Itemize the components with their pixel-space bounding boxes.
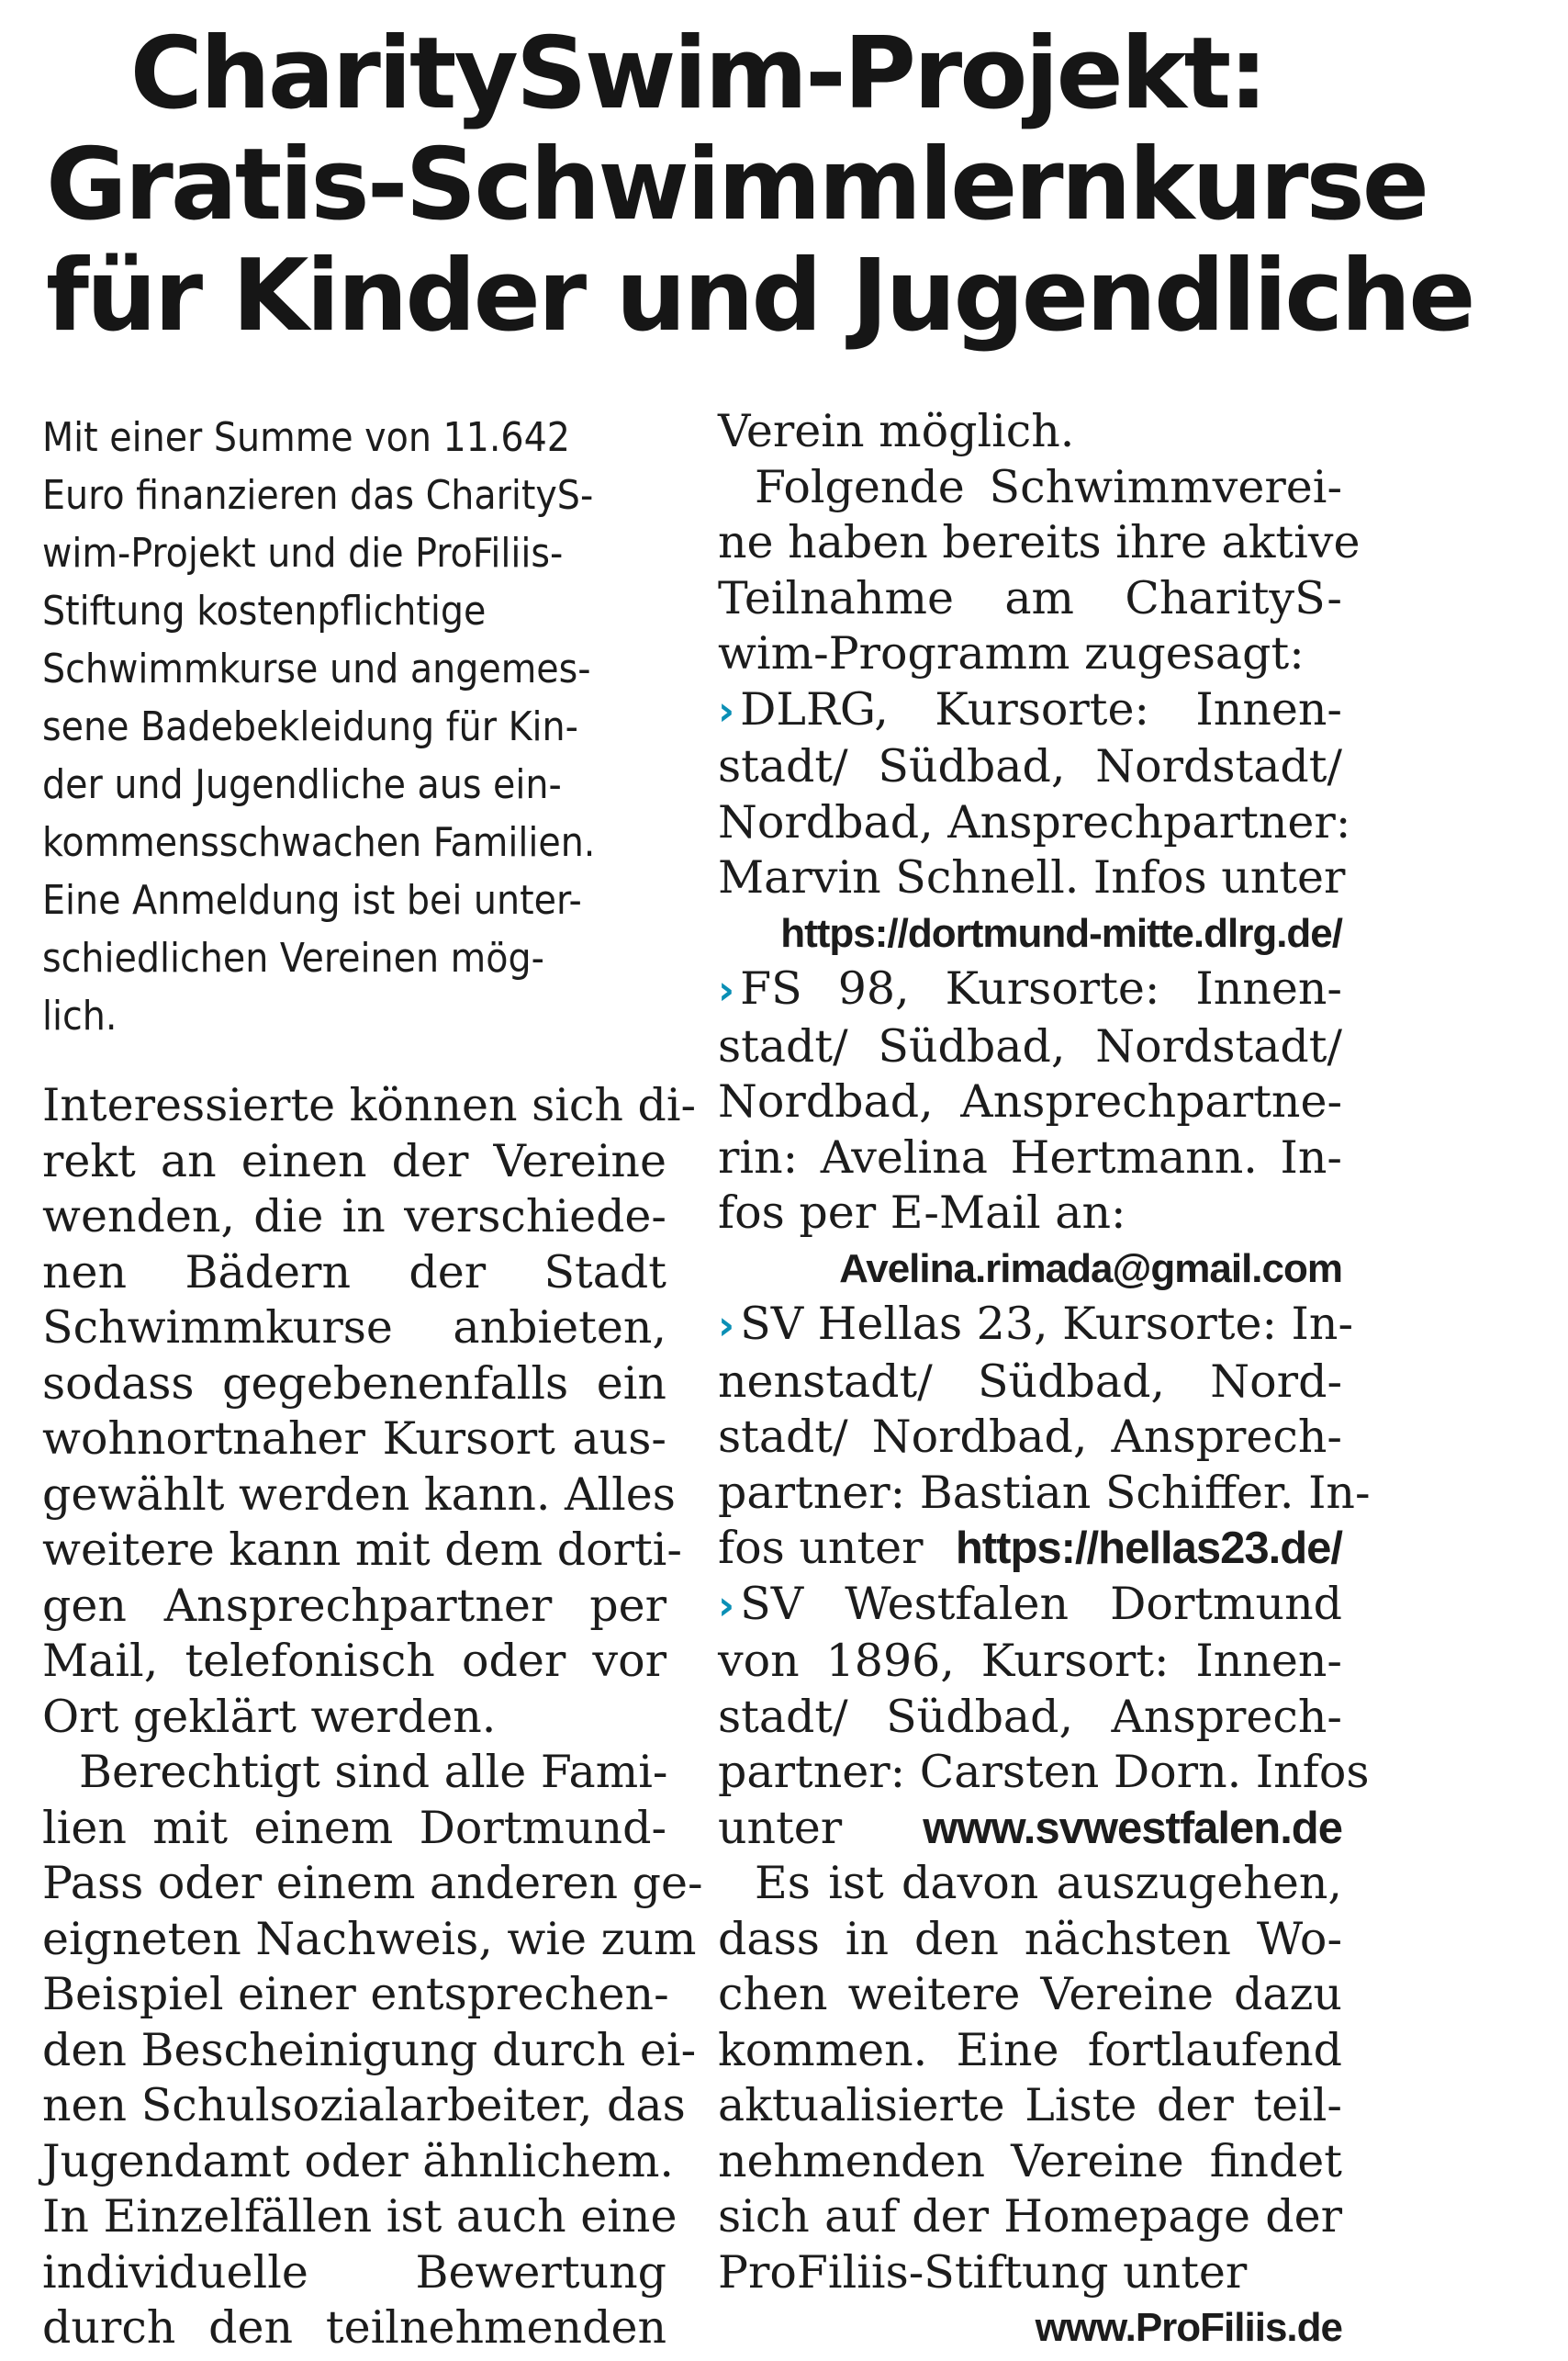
body-line: Beispiel einer entsprechen- <box>42 1968 669 2020</box>
club-text: SV Westfalen Dortmund <box>740 1577 1342 1630</box>
body-line <box>718 1521 1342 1577</box>
chevron-right-icon: › <box>718 1302 735 1349</box>
body-line: nehmenden Vereine findet <box>718 2134 1342 2187</box>
body-line: ProFiliis-Stiftung unter <box>718 2245 1248 2299</box>
club-email-link[interactable]: Avelina.rimada@gmail.com <box>839 1245 1342 1291</box>
body-line: Schwimmkurse anbieten, <box>42 1301 666 1354</box>
club-url-link[interactable]: https://hellas23.de/ <box>955 1523 1342 1573</box>
body-line: wenden, die in verschiede- <box>42 1190 666 1242</box>
body-line: Pass oder einem anderen ge- <box>42 1857 703 1909</box>
lead-line: kommensschwachen Familien. <box>42 819 596 866</box>
body-line: Es ist davon auszugehen, <box>755 1857 1342 1909</box>
body-line <box>718 1801 1342 1857</box>
body-line: lien mit einem Dortmund- <box>42 1801 666 1854</box>
body-paragraph <box>42 1078 703 2356</box>
lead-line: sene Badebekleidung für Kin- <box>42 703 578 750</box>
chevron-right-icon: › <box>718 1581 735 1629</box>
body-line: Nordbad, Ansprechpartne- <box>718 1075 1342 1128</box>
body-paragraph <box>718 404 1371 2356</box>
body-line: wim-Programm zugesagt: <box>718 627 1305 680</box>
profiliis-url-link[interactable]: www.ProFiliis.de <box>1035 2305 1342 2350</box>
club-text: FS 98, Kursorte: Innen- <box>740 962 1342 1015</box>
club-text: DLRG, Kursorte: Innen- <box>740 682 1342 736</box>
lead-line: wim-Projekt und die ProFiliis- <box>42 530 564 577</box>
body-line: nen Schulsozialarbeiter, das <box>42 2079 686 2131</box>
body-line: chen weitere Vereine dazu <box>718 1968 1342 2020</box>
body-line: Verein möglich. <box>718 405 1075 457</box>
body-line: partner: Bastian Schiffer. In- <box>718 1466 1371 1519</box>
headline-line: Gratis-Schwimmlernkurse <box>46 128 1428 242</box>
body-line: Marvin Schnell. Infos unter <box>718 851 1346 904</box>
club-text: SV Hellas 23, Kursorte: In- <box>740 1298 1354 1350</box>
lead-line: Eine Anmeldung ist bei unter- <box>42 877 582 924</box>
body-line: fos per E-Mail an: <box>718 1186 1126 1239</box>
body-line: Berechtigt sind alle Fami- <box>79 1746 668 1798</box>
club-entry-line <box>718 682 1342 740</box>
left-column <box>42 409 703 2356</box>
lead-paragraph <box>42 409 666 1045</box>
body-line: von 1896, Kursort: Innen- <box>718 1635 1342 1687</box>
club-url-link[interactable]: https://dortmund-mitte.dlrg.de/ <box>780 910 1342 956</box>
body-line: ne haben bereits ihre aktive <box>718 516 1361 568</box>
headline-line: CharitySwim-Projekt: <box>129 17 1266 131</box>
body-line: sodass gegebenenfalls ein <box>42 1356 666 1410</box>
club-entry-line <box>718 1577 1342 1635</box>
body-line: kommen. Eine fortlaufend <box>718 2023 1342 2076</box>
lead-line: Stiftung kostenpflichtige <box>42 588 487 635</box>
club-url-link[interactable]: www.svwestfalen.de <box>923 1803 1342 1853</box>
body-line: nen Bädern der Stadt <box>42 1245 666 1299</box>
body-line: durch den teilnehmenden <box>42 2301 666 2354</box>
body-line: Ort geklärt werden. <box>42 1690 497 1743</box>
body-line: weitere kann mit dem dorti- <box>42 1523 682 1576</box>
body-line: rekt an einen der Vereine <box>42 1134 666 1187</box>
body-line: Nordbad, Ansprechpartner: <box>718 795 1351 849</box>
club-entry-line <box>718 1297 1354 1355</box>
body-line: den Bescheinigung durch ei- <box>42 2023 697 2076</box>
body-line: partner: Carsten Dorn. Infos <box>718 1746 1370 1798</box>
body-line: gen Ansprechpartner per <box>42 1579 666 1632</box>
body-line: rin: Avelina Hertmann. In- <box>718 1130 1342 1184</box>
body-line: In Einzelfällen ist auch eine <box>42 2190 678 2243</box>
club-entry-line <box>718 961 1342 1019</box>
body-line: stadt/ Südbad, Ansprech- <box>718 1690 1342 1743</box>
lead-line: der und Jugendliche aus ein- <box>42 761 562 808</box>
body-line: stadt/ Südbad, Nordstadt/ <box>718 1019 1342 1073</box>
chevron-right-icon: › <box>718 967 735 1014</box>
body-line: individuelle Bewertung <box>42 2245 666 2299</box>
right-column <box>718 404 1371 2356</box>
body-line: stadt/ Südbad, Nordstadt/ <box>718 740 1342 793</box>
body-line: gewählt werden kann. Alles <box>42 1467 676 1521</box>
body-line: Interessierte können sich di- <box>42 1079 697 1131</box>
body-line: aktualisierte Liste der teil- <box>718 2079 1342 2131</box>
body-line: stadt/ Nordbad, Ansprech- <box>718 1411 1342 1463</box>
article-headline <box>46 17 1473 354</box>
body-line: Jugendamt oder ähnlichem. <box>42 2134 675 2187</box>
chevron-right-icon: › <box>718 687 735 735</box>
lead-line: schiedlichen Vereinen mög- <box>42 935 544 982</box>
body-line: eigneten Nachweis, wie zum <box>42 1912 697 1965</box>
body-line: nenstadt/ Südbad, Nord- <box>718 1355 1342 1408</box>
lead-line: Euro finanzieren das CharityS- <box>42 472 594 519</box>
body-line: sich auf der Homepage der <box>718 2190 1342 2243</box>
body-line: dass in den nächsten Wo- <box>718 1912 1342 1965</box>
body-line: Teilnahme am CharityS- <box>718 571 1342 624</box>
lead-line: lich. <box>42 993 118 1040</box>
club-text: fos unter <box>718 1522 924 1574</box>
club-text: unter <box>718 1801 843 1854</box>
body-line: Folgende Schwimmverei- <box>755 460 1342 513</box>
body-line: Mail, telefonisch oder vor <box>42 1635 666 1687</box>
headline-line: für Kinder und Jugendliche <box>46 239 1473 354</box>
lead-line: Mit einer Summe von 11.642 <box>42 414 570 461</box>
body-line: wohnortnaher Kursort aus- <box>42 1412 666 1465</box>
lead-line: Schwimmkurse und angemes- <box>42 646 591 692</box>
